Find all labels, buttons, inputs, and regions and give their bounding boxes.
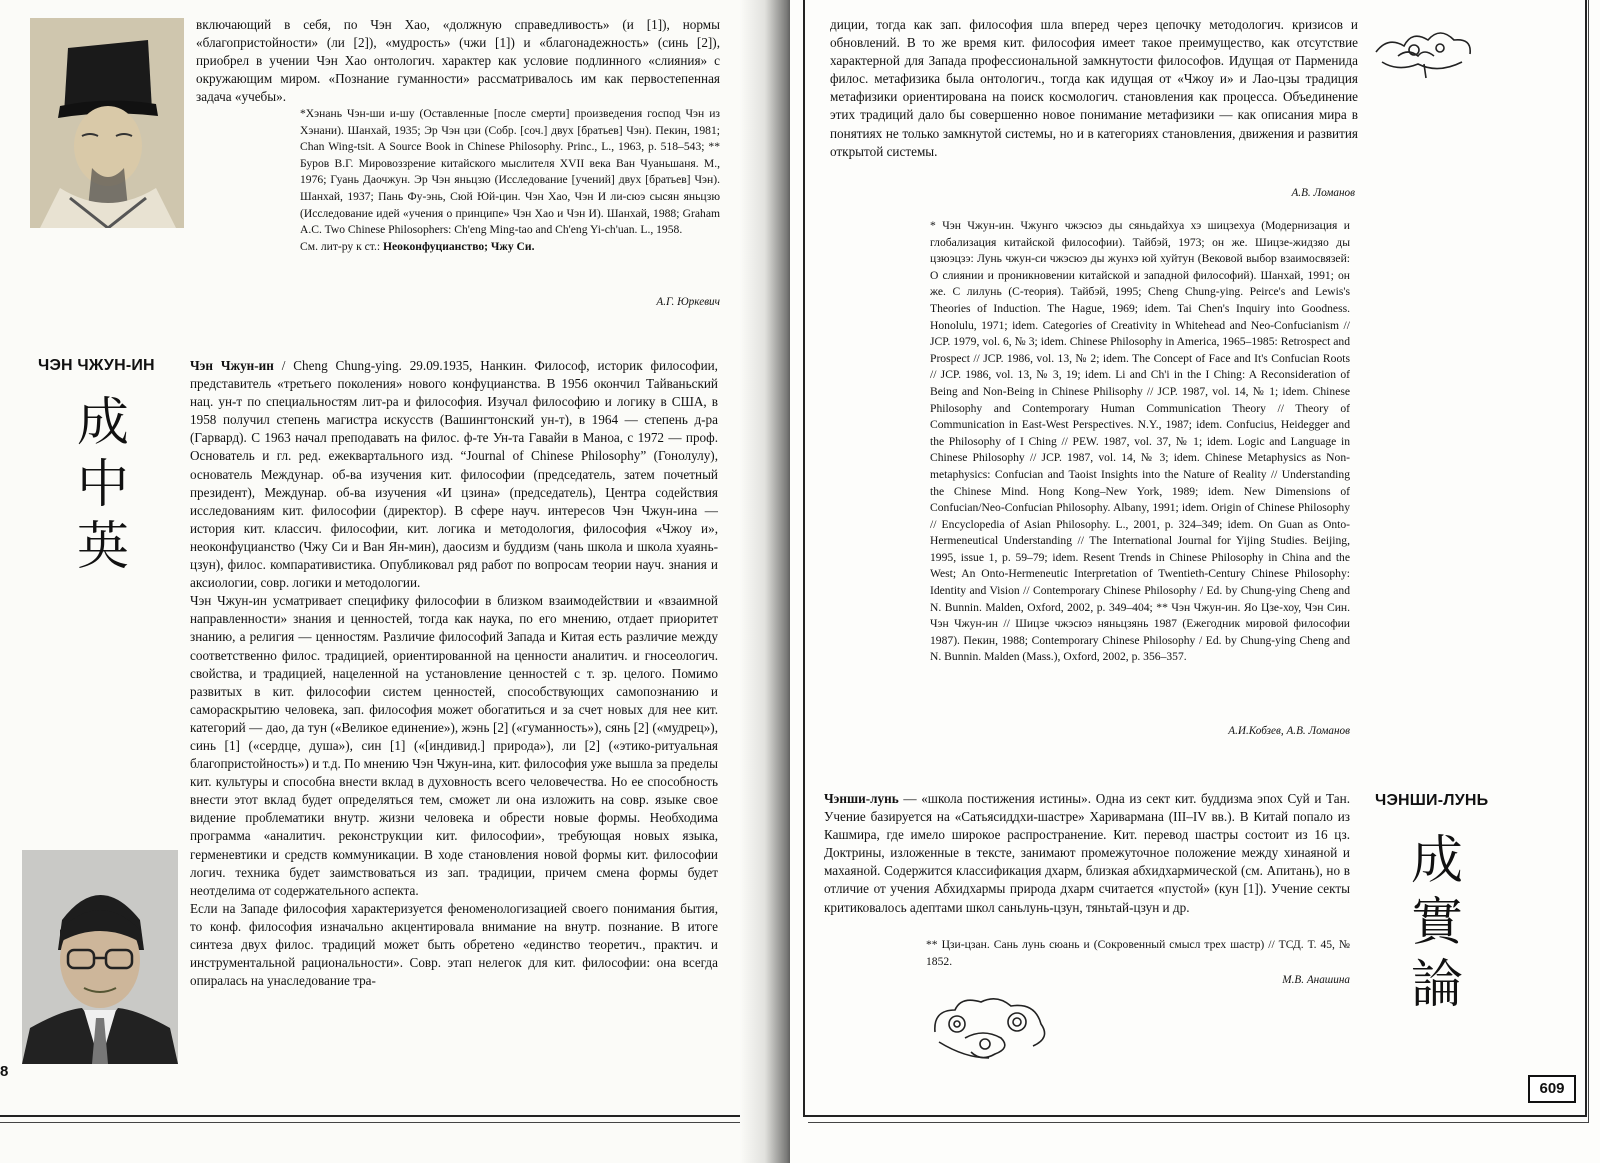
entry-cjk-name — [68, 392, 138, 578]
cloud-ornament — [1368, 22, 1478, 82]
portrait-old-scholar — [30, 18, 184, 228]
author-signature: А.Г. Юркевич — [656, 296, 720, 308]
entry-para1: / Cheng Chung-ying. 29.09.1935, Нанкин. Философ, историк философии, представитель «третьего поколения» нового конфуцианства. В 1956 окончил Тайваньский нац. ун-т по специальностям лит-ра и философия. Изучал философию и логику в США, в 1958 получил степень магистра искусств (Вашингтонский ун-т), в 1964 — степень д-ра (Гарвард). С 1963 начал преподавать на филос. ф-те Ун-та Гавайи в Маноа, с 1972 — проф. Основатель и гл. ред. ежеквартального изд. “Journal of Chinese Philosophy” (Гонолулу), основатель Междунар. об-ва изучения кит. философии (председатель, затем почетный президент), Междунар. об-ва изучения «И цзина» (председатель), Центра содействия исследованиям кит. философии (директор). В сфере науч. интересов Чэн Чжун-ина — история кит. классич. философии, кит. логика и методология, философия «Чжоу и», неоконфуцианство (Чжу Си и Ван Ян-мин), даосизм и буддизм (чань школа и школа хуаянь-цзун), филос. компаративистика. Опубликовал ряд работ по вопросам теории науч. знания и аксиологии, совр. логики и методологии. — [190, 358, 718, 591]
cloud-ornament — [925, 992, 1055, 1064]
left-page — [0, 0, 790, 1163]
entry2-body — [824, 790, 1350, 917]
entry2-text: — «школа постижения истины». Одна из сект кит. буддизма эпох Суй и Тан. Учение базируется на «Сатьясиддхи-шастре» Харивармана (III–IV вв.). В Китай попало из Кашмира, где имело широкое распространение. Кит. перевод шастры состоит из 16 цз. Доктрины, изложенные в тексте, занимают промежуточное положение между хинаяной и махаяной. Содержится классификация дхарм, близкая абхидхармической (см. Апитань), но в отличие от учения Абхидхармы природа дхарм считается «пустой» (кун [1]). Учение секты критиковалось адептами школ саньлунь-цзун, тяньтай-цзун и др. — [824, 791, 1350, 915]
cjk-char: 英 — [76, 517, 129, 577]
entry-name: Чэн Чжун-ин — [190, 358, 274, 373]
page-number-left: 8 — [0, 1063, 9, 1080]
gutter-shadow — [740, 0, 795, 1163]
cjk-char: 實 — [1410, 893, 1463, 953]
see-also-links[interactable]: Неоконфуцианство; Чжу Си. — [383, 239, 535, 253]
see-also-prefix: См. лит-ру к ст.: — [300, 239, 384, 253]
continuation-paragraph: диции, тогда как зап. философия шла вперед через цепочку методологич. кризисов и обновлений. В то же время кит. философия имеет такое преимущество, как отсутствие характерной для Запада профессиональной замкнутости философов. Идущая от Парменида филос. метафизика была онтологич., тогда как идущая от «Чжоу и» и Лао-цзы традиция метафизики ориентирована на поиск космологич. становления как процесса. Объединение этих традиций дало бы совершенно новое понимание метафизики — как описания мира в понятиях не только замкнутой системы, но и в категориях становления, движения и развития открытой системы. — [830, 17, 1358, 159]
author-signature: А.И.Кобзев, А.В. Ломанов — [1228, 725, 1350, 737]
entry2-heading: ЧЭНШИ-ЛУНЬ — [1375, 792, 1489, 809]
continuation-paragraph: включающий в себя, по Чэн Хао, «должную справедливость» (и [1]), нормы «благопристойности» (ли [2]), «мудрость» (чжи [1]) и «благонадежность» (синь [2]), приобрел в учении Чэн Хао онтологич. характер как условие подлинного «слияния» с окружающим миром. «Познание гуманности» рассматривалось им как первостепенная задача «учебы». — [196, 17, 720, 105]
author-signature: М.В. Анашина — [1282, 974, 1350, 986]
entry-para3: Если на Западе философия характеризуется феноменологизацией своего понимания бытия, то конф. философия изначально акцентировала внимание на внутр. познание. В итоге синтеза двух филос. традиций может быть обретено «единство теоретич., практич. и инструментальной рациональности». Совр. этап нелегок для кит. философии: она всегда опиралась на унаследование тра- — [190, 900, 718, 989]
chen-chung-ying-bibliography: * Чэн Чжун-ин. Чжунго чжэсюэ ды сяньдайхуа хэ шицзехуа (Модернизация и глобализация китайской философии). Тайбэй, 1973; он же. Шицзе-жидзяо ды цзюэцзэ: Лунь чжун-си чжэсюэ ды жунхэ юй хуйтун (Вековой выбор взаимосвязей: О слиянии и проникновении китайской и западной философий). Шанхай, 1991; он же. С лилунь (C-теория). Тайбэй, 1995; Cheng Chung-ying. Peirce's and Lewis's Theories of Induction. The Hague, 1969; idem. Tai Chen's Inquiry into Goodness. Honolulu, 1971; idem. Categories of Creativity in Whitehead and Neo-Confucianism // JCP. 1979, vol. 6, № 3; idem. Chinese Philosophy in America, 1965–1985: Retrospect and Prospect // JCP. 1986, vol. 13, № 2; idem. The Concept of Face and It's Confucian Roots // JCP. 1986, vol. 13, № 3, 19; idem. Li and Ch'i in the I Ching: A Reconsideration of Being and Non-Being in Chinese Philisophy // JCP. 1987, vol. 14, № 1; idem. Chinese Philosophy and Contemporary Human Communication Theory // Theory of Communication in East-West Perspectives. N.Y., 1987; idem. Confucius, Heidegger and the Philosophy of I Ching // PEW. 1987, vol. 37, № 1; idem. Logic and Language in Chinese Philosophy // JCP. 1987, vol. 14, № 3; idem. Chinese Metaphysics as Non-metaphysics: Confucian and Taoist Insights into the Nature of Reality // Understanding the Chinese Mind. Hong Kong–New York, 1989; idem. New Dimensions of Confucian/Neo-Confucian Philosophy. Albany, 1991; idem. Origin of Chinese Philosophy // Encyclopedia of Asian Philosophy. L., 2001, p. 324–349; idem. On Guan as Onto-Hermeneutical Understanding // The International Journal for Yijing Studies. Beijing, 1995, issue 1, p. 59–79; idem. Resent Trends in Chinese Philosophy in China and the West; An Onto-Hermeneutic Interpretation of Twentieth-Century Chinese Philosophy: Identity and Vision // Contemporary Chinese Philosophy / Ed. by Chung-ying Cheng and N. Bunnin. Malden, Oxford, 2002, p. 349–404; ** Чэн Чжун-ин. Яо Цзе-хоу, Чэн Син. Чэн Чжун-ин // Шицзе чжэсюэ няньцзянь 1987 (Ежегодник мировой философии 1987). Пекин, 1988; Contemporary Chinese Philosophy / Ed. by Chung-ying Cheng and N. Bunnin. Malden (Mass.), Oxford, 2002, p. 356–357. — [930, 219, 1350, 664]
cjk-char: 論 — [1410, 955, 1463, 1015]
page-number-right: 609 — [1528, 1075, 1576, 1103]
cjk-char: 成 — [76, 393, 129, 453]
author-signature: А.В. Ломанов — [1291, 187, 1355, 199]
cjk-char: 成 — [1410, 831, 1463, 891]
entry-para2: Чэн Чжун-ин усматривает специфику философии в близком взаимодействии и «взаимной направленности» знания и ценностей, тогда как наука, по его мнению, отдает приоритет знанию, а религия — ценностям. Различие философий Запада и Китая есть различие между соответственно филос. традицией, ориентированной на ценности аналитич. и гносеологич. свойства, и традицией, нацеленной на установление ценностей с т. зр. целого. Помимо развитых в кит. философии систем ценностей, способствующих самопознанию и самораскрытию человека, зап. философия может обогатиться и за счет новых для нее кит. категорий — дао, да тун («Великое единение»), жэнь [2] («гуманность»), сянь [2] («мудрец»), синь [1] («сердце, душа»), син [1] («[индивид.] природа»), ли [2] («этико-ритуальная благопристойность») и т.д. По мнению Чэн Чжун-ина, кит. философия уже вышла за пределы кит. культуры и способна внести вклад в духовность всего человечества. Но ее способность внести этот вклад будет определяться тем, сможет ли она изложить на совр. языке свое видение проблематики внутр. жизни человека и обрести новые формы. Необходима программа «аналитич. реконструкции кит. философии», требующая новых языка, герменевтики и средств коммуникации. В ходе становления новой формы кит. философии логич. техника будет заимствоваться из зап. традиции, причем смена формы будет неотделима от содержательного аспекта. — [190, 593, 718, 898]
entry2-bibliography: ** Цзи-цзан. Сань лунь сюань и (Сокровенный смысл трех шастр) // ТСД. Т. 45, № 1852. — [926, 938, 1350, 968]
portrait-man-glasses — [22, 850, 178, 1064]
right-page — [790, 0, 1600, 1163]
entry-body — [190, 357, 718, 990]
cjk-char: 中 — [76, 455, 129, 515]
entry2-name: Чэнши-лунь — [824, 791, 899, 806]
entry-heading: ЧЭН ЧЖУН-ИН — [38, 357, 155, 374]
chen-hao-bibliography: *Хэнань Чэн-ши и-шу (Оставленные [после смерти] произведения господ Чэн из Хэнани). Шанхай, 1935; Эр Чэн цзи (Собр. [соч.] двух [братьев] Чэн). Пекин, 1981; Chan Wing-tsit. A Source Book in Chinese Philosophy. Princ., L., 1963, p. 518–543; ** Буров В.Г. Мировоззрение китайского мыслителя XVII века Ван Чуаньшаня. М., 1976; Гуань Даочжун. Эр Чэн яньцзю (Исследование [учений] двух [братьев] Чэн). Шанхай, 1937; Пань Фу-энь, Сюй Юй-цин. Чэн Хао, Чэн И ли-сюэ сысян яньцзю (Исследование идей «учения о принципе» Чэн Хао и Чэн И). Шанхай, 1988; Graham A.C. Two Chinese Philosophers: Ch'eng Ming-tao and Ch'eng Yi-ch'uan. L., 1958. См. лит-ру к ст.: Неоконфуцианство; Чжу Си. — [300, 107, 720, 253]
entry2-cjk-name — [1402, 830, 1472, 1016]
